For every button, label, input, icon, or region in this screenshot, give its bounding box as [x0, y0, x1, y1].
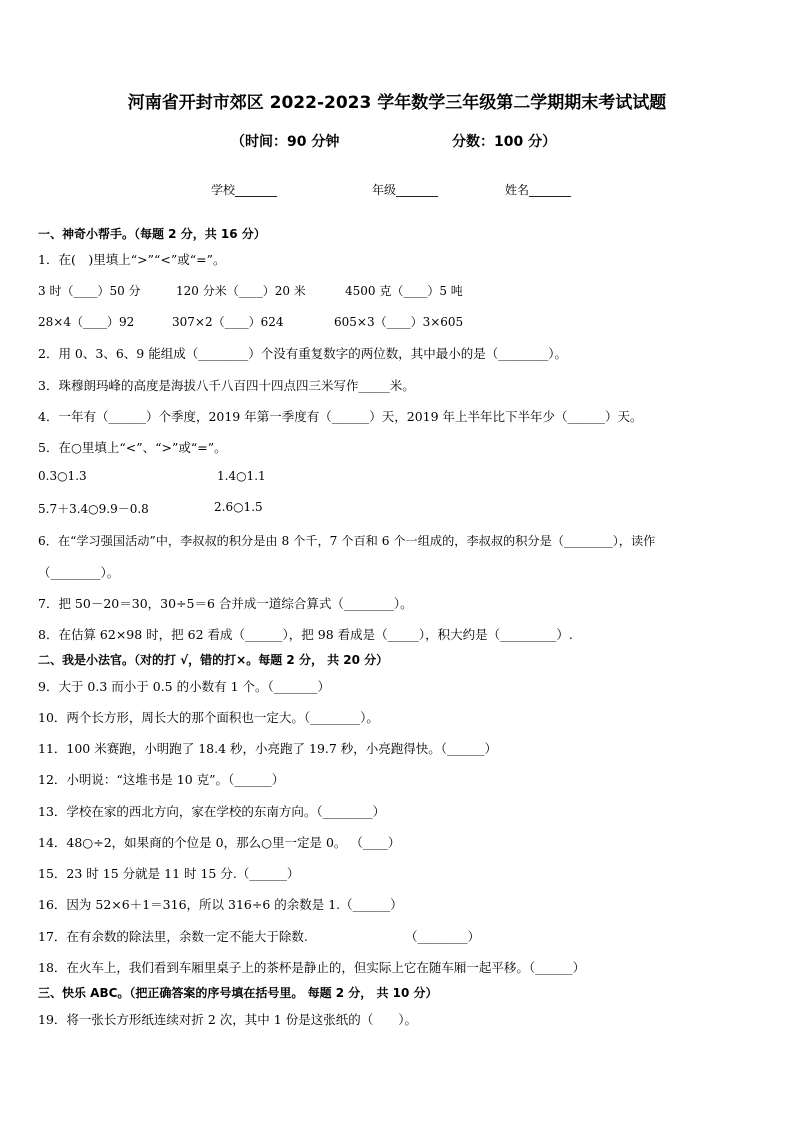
q5-item-2: 1.4○1.1 [217, 469, 266, 483]
q1-item-3: 4500 克（____）5 吨 [345, 284, 463, 298]
q1-item-6: 605×3（____）3×605 [334, 315, 464, 329]
question-3: 3．珠穆朗玛峰的高度是海拔八千八百四十四点四三米写作_____米。 [38, 378, 415, 393]
exam-time: （时间：90 分钟 [231, 134, 340, 150]
q5-item-1: 0.3○1.3 [38, 469, 87, 483]
question-8: 8．在估算 62×98 时，把 62 看成（______），把 98 看成是（_____），积大约是（_________）. [38, 627, 573, 642]
question-18: 18．在火车上，我们看到车厢里桌子上的茶杯是静止的，但实际上它在随车厢一起平移。（______） [38, 960, 586, 975]
q1-item-4: 28×4（____）92 [38, 315, 135, 329]
question-12: 12．小明说：“这堆书是 10 克”。（______） [38, 772, 285, 787]
q1-item-2: 120 分米（____）20 米 [176, 284, 306, 298]
question-17: 17．在有余数的除法里，余数一定不能大于除数. [38, 929, 308, 944]
school-field: 学校_______ [211, 183, 278, 197]
question-10: 10．两个长方形，周长大的那个面积也一定大。（________）。 [38, 710, 379, 725]
q1-item-1: 3 时（____）50 分 [38, 284, 141, 298]
section-3-title: 三、快乐 ABC。（把正确答案的序号填在括号里。 每题 2 分， 共 10 分） [38, 986, 438, 1000]
question-15: 15．23 时 15 分就是 11 时 15 分.（______） [38, 866, 300, 881]
question-11: 11．100 米赛跑，小明跑了 18.4 秒，小亮跑了 19.7 秒，小亮跑得快。（______） [38, 741, 498, 756]
section-1-title: 一、神奇小帮手。（每题 2 分，共 16 分） [38, 227, 266, 241]
question-17-blank: （________） [405, 929, 481, 944]
q5-item-3: 5.7＋3.4○9.9－0.8 [38, 502, 149, 516]
question-5: 5．在○里填上“<”、“>”或“=”。 [38, 440, 227, 455]
question-4: 4．一年有（______）个季度，2019 年第一季度有（______）天，2019 年上半年比下半年少（______）天。 [38, 409, 643, 424]
question-2: 2．用 0、3、6、9 能组成（________）个没有重复数字的两位数，其中最小的是（________）。 [38, 346, 567, 361]
question-7: 7．把 50－20＝30，30÷5＝6 合并成一道综合算式（________）。 [38, 596, 413, 611]
exam-score: 分数：100 分） [452, 134, 557, 150]
exam-title: 河南省开封市郊区 2022-2023 学年数学三年级第二学期期末考试试题 [127, 93, 667, 113]
question-9: 9．大于 0.3 而小于 0.5 的小数有 1 个。（_______） [38, 679, 331, 694]
question-1: 1．在( )里填上“>”“<”或“=”。 [38, 252, 226, 267]
question-14: 14．48○÷2，如果商的个位是 0，那么○里一定是 0。 （____） [38, 835, 401, 850]
question-19: 19．将一张长方形纸连续对折 2 次，其中 1 份是这张纸的（ ）。 [38, 1012, 417, 1027]
q1-item-5: 307×2（____）624 [172, 315, 284, 329]
section-2-title: 二、我是小法官。（对的打 √，错的打×。每题 2 分， 共 20 分） [38, 653, 389, 667]
question-16: 16．因为 52×6＋1＝316，所以 316÷6 的余数是 1.（______） [38, 897, 403, 912]
question-6-cont: （________）。 [38, 565, 120, 580]
name-field: 姓名_______ [505, 183, 572, 197]
question-13: 13．学校在家的西北方向，家在学校的东南方向。（________） [38, 804, 386, 819]
grade-field: 年级_______ [372, 183, 439, 197]
question-6: 6．在“学习强国活动”中，李叔叔的积分是由 8 个千，7 个百和 6 个一组成的，李叔叔的积分是（________），读作 [38, 534, 656, 548]
q5-item-4: 2.6○1.5 [214, 500, 263, 514]
